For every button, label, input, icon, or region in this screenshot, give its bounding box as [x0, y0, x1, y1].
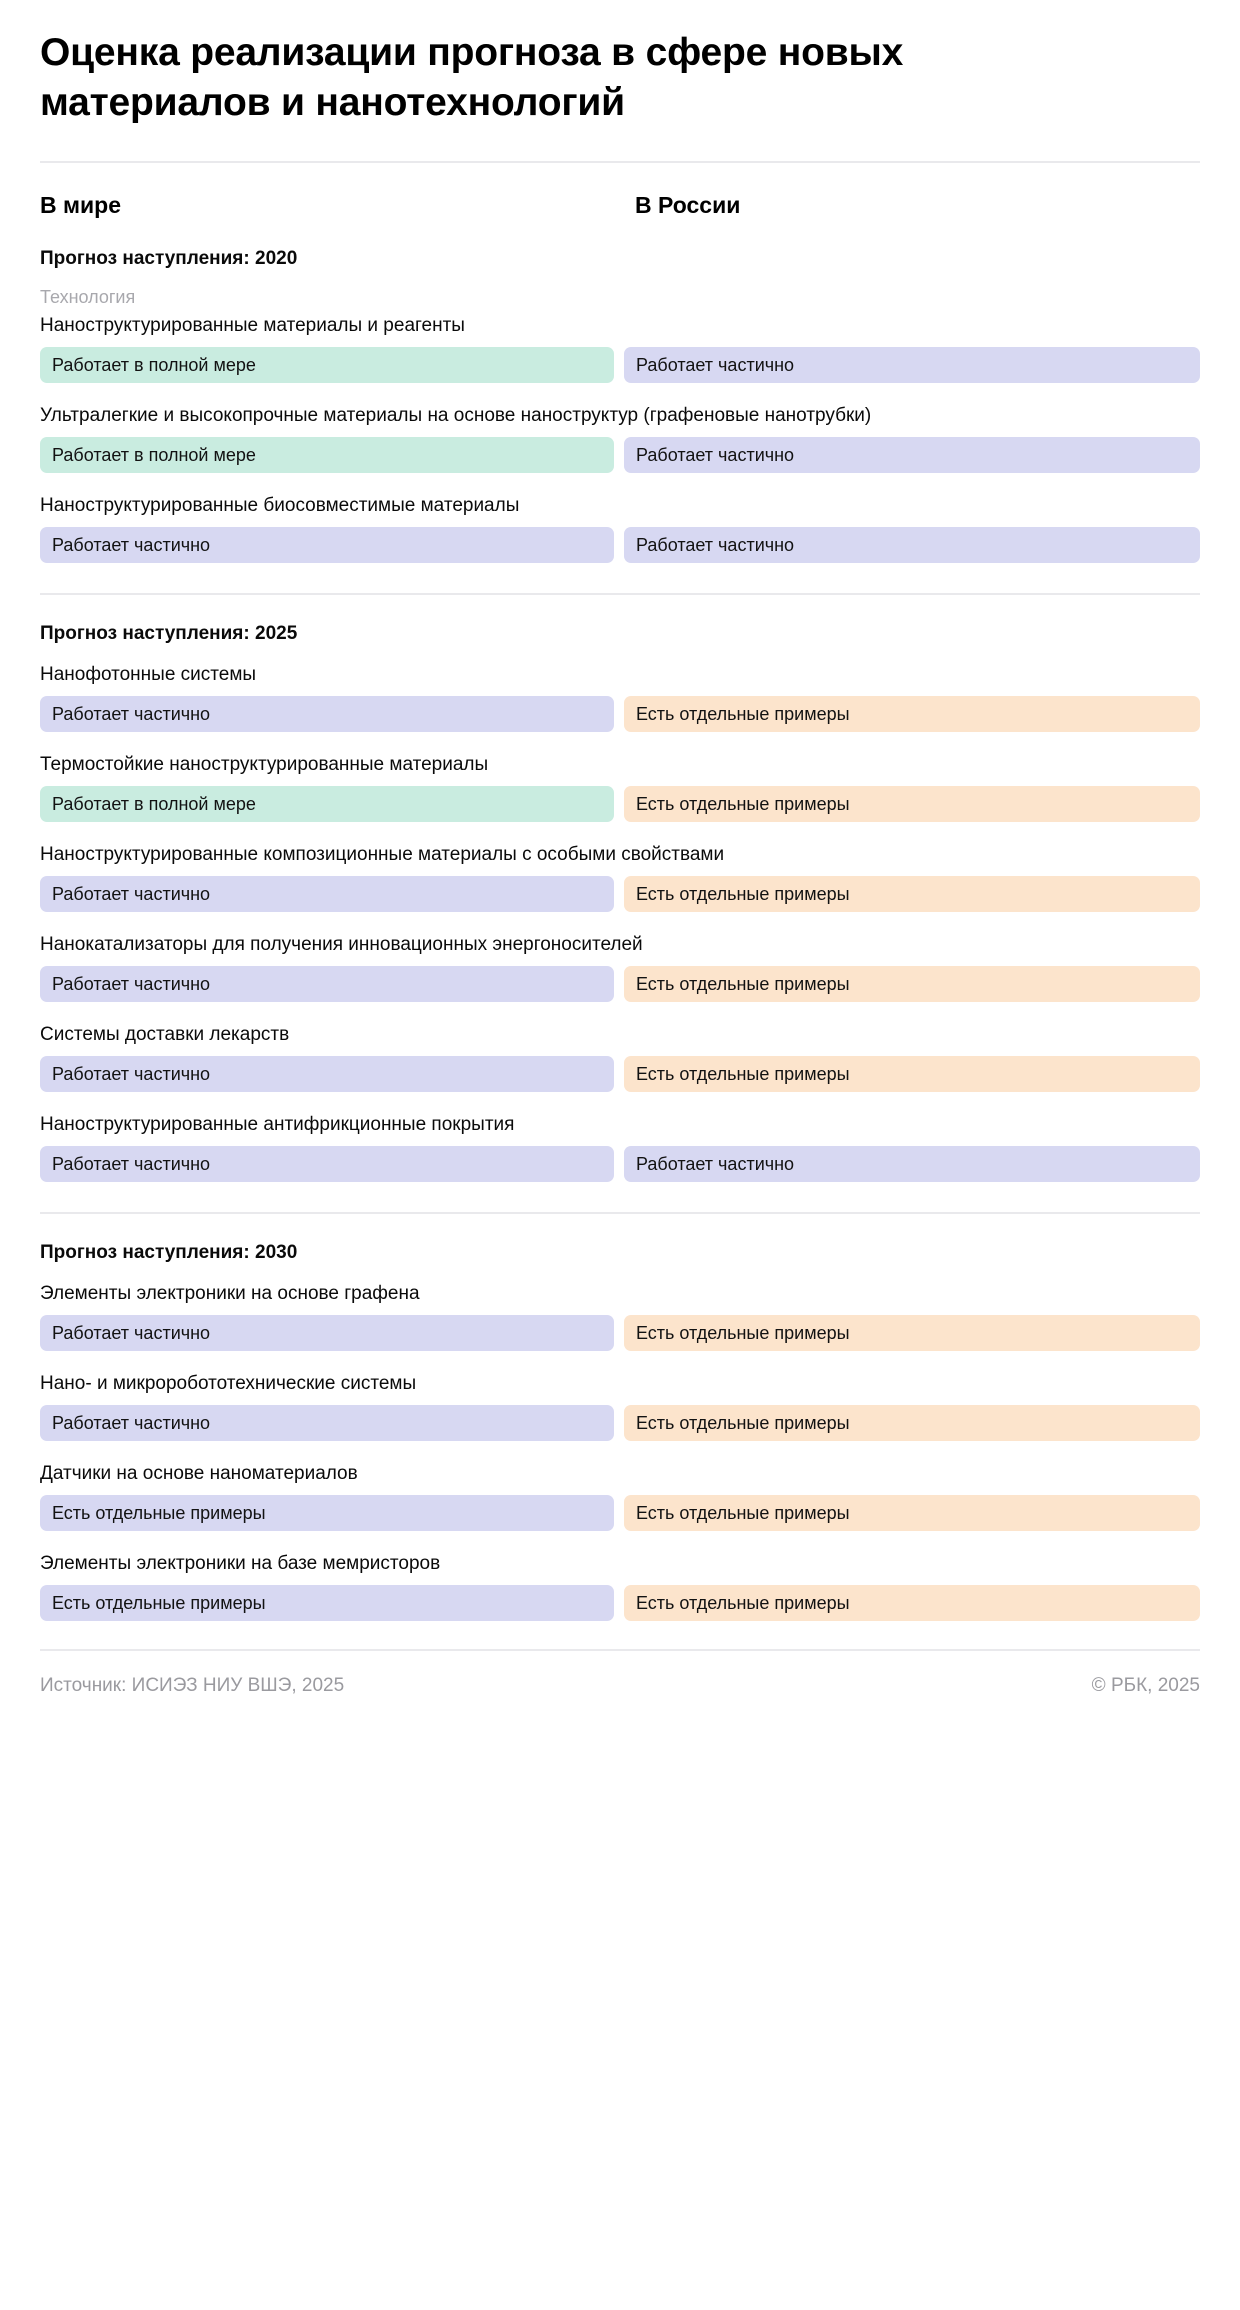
- technology-row: [40, 840, 1200, 912]
- technology-name: Датчики на основе наноматериалов: [40, 1463, 358, 1484]
- column-heading-russia: В России: [635, 192, 741, 218]
- status-pair: [40, 1056, 1200, 1092]
- status-pill-world: Работает частично: [40, 696, 614, 732]
- section-divider: [40, 593, 1200, 595]
- copyright-text: © РБК, 2025: [1091, 1675, 1200, 1696]
- status-pill-russia: Работает частично: [624, 347, 1200, 383]
- status-pair: [40, 786, 1200, 822]
- technology-name: Элементы электроники на базе мемристоров: [40, 1553, 441, 1574]
- footer: [40, 1673, 1200, 1699]
- status-pill-russia: Есть отдельные примеры: [624, 876, 1200, 912]
- status-pair: [40, 1146, 1200, 1182]
- status-pair: [40, 527, 1200, 563]
- status-pill-world: Есть отдельные примеры: [40, 1585, 614, 1621]
- status-pair: [40, 876, 1200, 912]
- forecast-group: [40, 246, 1200, 563]
- footer-divider: [40, 1649, 1200, 1651]
- technology-row: [40, 1459, 1200, 1531]
- technology-row: [40, 1549, 1200, 1621]
- status-pill-russia: Работает частично: [624, 437, 1200, 473]
- status-pill-russia: Есть отдельные примеры: [624, 1405, 1200, 1441]
- status-pair: [40, 347, 1200, 383]
- technology-row: [40, 491, 1200, 563]
- technology-row: [40, 1369, 1200, 1441]
- technology-name: Элементы электроники на основе графена: [40, 1283, 420, 1304]
- status-pill-russia: Есть отдельные примеры: [624, 1585, 1200, 1621]
- status-pair: [40, 1585, 1200, 1621]
- source-text: Источник: ИСИЭЗ НИУ ВШЭ, 2025: [40, 1675, 345, 1696]
- status-pill-world: Работает частично: [40, 1315, 614, 1351]
- technology-name: Нанокатализаторы для получения инновационных энергоносителей: [40, 934, 643, 955]
- column-heading-world: В мире: [40, 192, 121, 218]
- technology-column-label: Технология: [40, 287, 136, 307]
- status-pill-russia: Есть отдельные примеры: [624, 696, 1200, 732]
- status-pill-world: Работает частично: [40, 966, 614, 1002]
- forecast-group: [40, 1240, 1200, 1621]
- forecast-group-title: Прогноз наступления: 2025: [40, 623, 298, 644]
- technology-row: [40, 1020, 1200, 1092]
- column-headings: [40, 190, 1200, 220]
- technology-name: Нано- и микроробототехнические системы: [40, 1373, 417, 1394]
- status-pill-russia: Работает частично: [624, 527, 1200, 563]
- technology-row: [40, 1110, 1200, 1182]
- status-pill-world: Работает частично: [40, 527, 614, 563]
- status-pill-russia: Есть отдельные примеры: [624, 1315, 1200, 1351]
- technology-name: Ультралегкие и высокопрочные материалы на основе наноструктур (графеновые нанотрубки): [40, 405, 872, 426]
- status-pair: [40, 437, 1200, 473]
- status-pair: [40, 966, 1200, 1002]
- technology-row: [40, 1279, 1200, 1351]
- status-pill-russia: Есть отдельные примеры: [624, 1495, 1200, 1531]
- technology-row: [40, 750, 1200, 822]
- forecast-group-title: Прогноз наступления: 2020: [40, 248, 298, 269]
- status-pair: [40, 1405, 1200, 1441]
- status-pair: [40, 1495, 1200, 1531]
- title-divider: [40, 161, 1200, 163]
- technology-name: Наноструктурированные материалы и реагенты: [40, 315, 465, 336]
- section-divider: [40, 1212, 1200, 1214]
- technology-name: Наноструктурированные антифрикционные покрытия: [40, 1114, 515, 1135]
- technology-name: Термостойкие наноструктурированные материалы: [40, 754, 489, 775]
- forecast-groups: [40, 246, 1200, 1621]
- technology-name: Наноструктурированные биосовместимые материалы: [40, 495, 520, 516]
- status-pill-world: Работает частично: [40, 876, 614, 912]
- status-pill-russia: Есть отдельные примеры: [624, 1056, 1200, 1092]
- technology-row: [40, 311, 1200, 383]
- status-pair: [40, 696, 1200, 732]
- status-pill-world: Работает в полной мере: [40, 786, 614, 822]
- forecast-group: [40, 621, 1200, 1182]
- status-pill-world: Есть отдельные примеры: [40, 1495, 614, 1531]
- status-pill-world: Работает в полной мере: [40, 437, 614, 473]
- technology-name: Наноструктурированные композиционные материалы с особыми свойствами: [40, 844, 725, 865]
- forecast-group-title: Прогноз наступления: 2030: [40, 1242, 298, 1263]
- technology-row: [40, 930, 1200, 1002]
- status-pill-world: Работает частично: [40, 1405, 614, 1441]
- status-pill-russia: Работает частично: [624, 1146, 1200, 1182]
- status-pill-world: Работает частично: [40, 1146, 614, 1182]
- status-pair: [40, 1315, 1200, 1351]
- status-pill-russia: Есть отдельные примеры: [624, 966, 1200, 1002]
- status-pill-world: Работает частично: [40, 1056, 614, 1092]
- page-title: Оценка реализации прогноза в сфере новых материалов и нанотехнологий: [40, 31, 904, 124]
- technology-name: Системы доставки лекарств: [40, 1024, 290, 1045]
- status-pill-world: Работает в полной мере: [40, 347, 614, 383]
- technology-name: Нанофотонные системы: [40, 664, 257, 685]
- status-pill-russia: Есть отдельные примеры: [624, 786, 1200, 822]
- technology-row: [40, 401, 1200, 473]
- technology-row: [40, 660, 1200, 732]
